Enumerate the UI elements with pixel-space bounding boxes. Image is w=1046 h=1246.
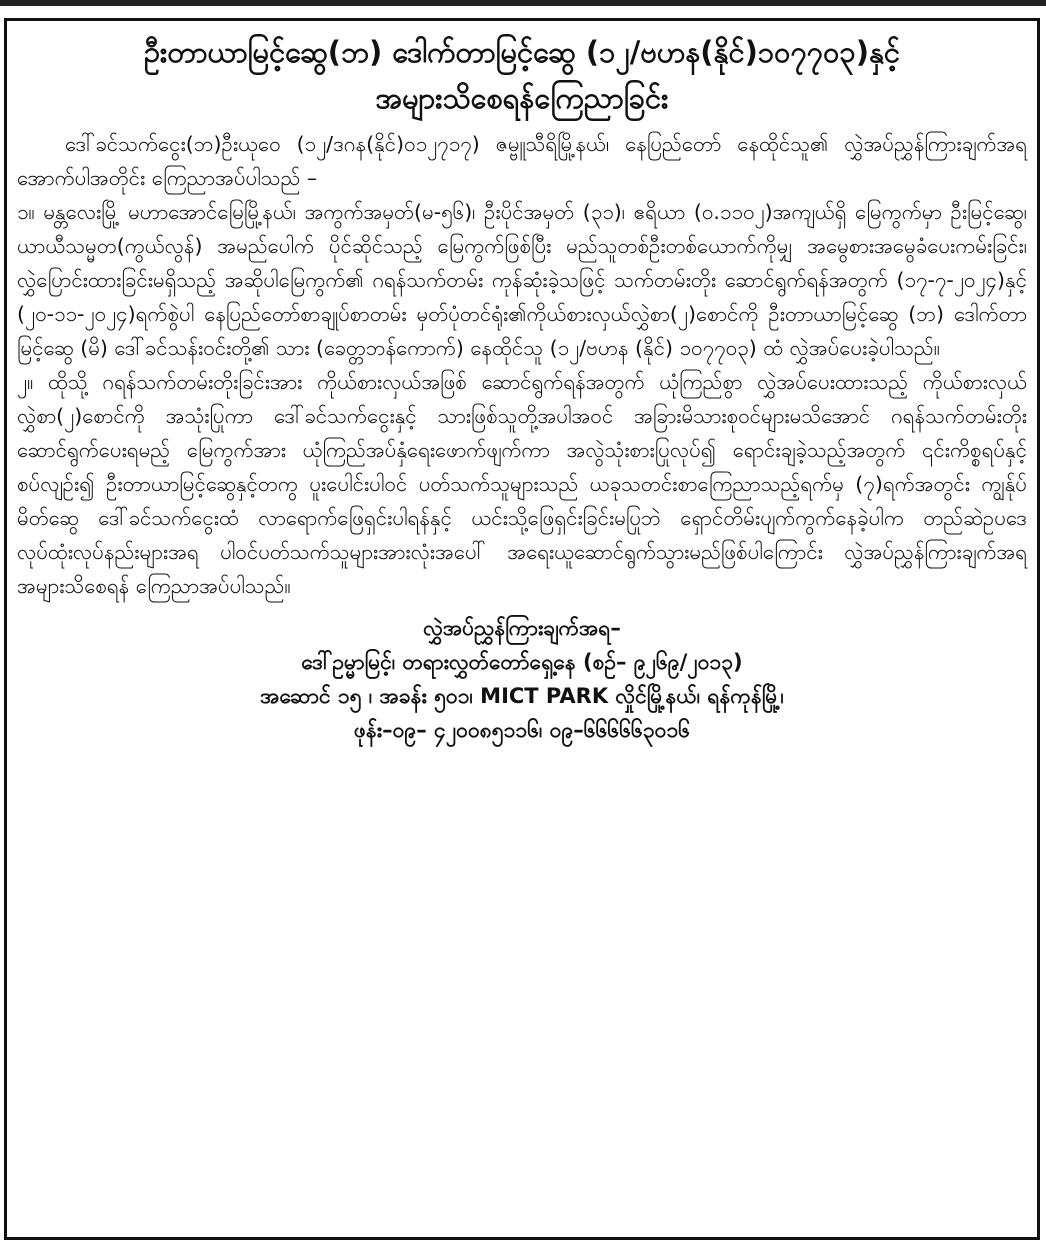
notice-intro: ဒေါ်ခင်သက်ငွေး(ဘ)ဦးယုဝေ (၁၂/ဒဂန(နိုင်)၀၁၂၇၁၇) ဇမ္ဗူသီရိမြို့နယ်၊ နေပြည်တော် နေထိုင်သူ၏ လွှဲအပ်ညွှန်ကြားချက်အရ အောက်ပါအတိုင်း ကြေညာအပ်ပါသည် – bbox=[17, 132, 1027, 190]
top-rule bbox=[0, 0, 1046, 6]
signature-block bbox=[17, 611, 1027, 747]
signature-name: ဒေါ်ဥမ္မာမြင့်၊ တရားလွှတ်တော်ရှေ့နေ (စဉ်– ၉၂၆၉/၂၀၁၃) bbox=[301, 650, 743, 674]
signature-heading: လွှဲအပ်ညွှန်ကြားချက်အရ– bbox=[423, 616, 621, 640]
notice-title-line-1: ဦးတာယာမြင့်ဆွေ(ဘ) ဒေါက်တာမြင့်ဆွေ (၁၂/ဗဟန(နိုင်)၁၀၇၇၀၃)နှင့် bbox=[143, 35, 901, 69]
notice-paragraph-2: ၂။ ထိုသို့ ဂရန်သက်တမ်းတိုးခြင်းအား ကိုယ်စားလှယ်အဖြစ် ဆောင်ရွက်ရန်အတွက် ယုံကြည်စွာ လွှဲအပ်ပေးထားသည့် ကိုယ်စားလှယ်လွှဲစာ(၂)စောင်ကို အသုံးပြုကာ ဒေါ်ခင်သက်ငွေးနှင့် သားဖြစ်သူတို့အပါအဝင် အခြားမိသားစုဝင်များမသိအောင် ဂရန်သက်တမ်းတိုး ဆောင်ရွက်ပေးရမည့် မြေကွက်အား ယုံကြည်အပ်နှံရေးဖောက်ဖျက်ကာ အလွဲသုံးစားပြုလုပ်၍ ရောင်းချခဲ့သည့်အတွက် ၎င်းကိစ္စရပ်နှင့်စပ်လျဉ်း၍ ဦးတာယာမြင့်ဆွေနှင့်တကွ ပူးပေါင်းပါဝင် ပတ်သက်သူများသည် ယခုသတင်းစာကြေညာသည့်ရက်မှ (၇)ရက်အတွင်း ကျွန်ုပ်မိတ်ဆွေ ဒေါ်ခင်သက်ငွေးထံ လာရောက်ဖြေရှင်းပါရန်နှင့် ယင်းသို့ဖြေရှင်းခြင်းမပြုဘဲ ရှောင်တိမ်းပျက်ကွက်နေခဲ့ပါက တည်ဆဲဥပဒေလုပ်ထုံးလုပ်နည်းများအရ ပါဝင်ပတ်သက်သူများအားလုံးအပေါ် အရေးယူဆောင်ရွက်သွားမည်ဖြစ်ပါကြောင်း လွှဲအပ်ညွှန်ကြားချက်အရ အများသိစေရန် ကြေညာအပ်ပါသည်။ bbox=[17, 370, 1027, 598]
signature-address: အဆောင် ၁၅ ၊ အခန်း ၅၀၁၊ MICT PARK လှိုင်မြို့နယ်၊ ရန်ကုန်မြို့၊ bbox=[260, 684, 784, 708]
notice-paragraph-1: ၁။ မန္တလေးမြို့ မဟာအောင်မြေမြို့နယ်၊ အကွက်အမှတ်(မ-၅၆)၊ ဦးပိုင်အမှတ် (၃၁)၊ ဧရိယာ (၀.၁၁၀၂)အကျယ်ရှိ မြေကွက်မှာ ဦးမြင့်ဆွေ၊ ယာယီသမ္မတ(ကွယ်လွန်) အမည်ပေါက် ပိုင်ဆိုင်သည့် မြေကွက်ဖြစ်ပြီး မည်သူတစ်ဦးတစ်ယောက်ကိုမျှ အမွေစားအမွေခံပေးကမ်းခြင်း၊ လွှဲပြောင်းထားခြင်းမရှိသည့် အဆိုပါမြေကွက်၏ ဂရန်သက်တမ်း ကုန်ဆုံးခဲ့သဖြင့် သက်တမ်းတိုး ဆောင်ရွက်ရန်အတွက် (၁၇-၇-၂၀၂၄)နှင့် (၂၀-၁၁-၂၀၂၄)ရက်စွဲပါ နေပြည်တော်စာချုပ်စာတမ်း မှတ်ပုံတင်ရုံး၏ကိုယ်စားလှယ်လွှဲစာ(၂)စောင်ကို ဦးတာယာမြင့်ဆွေ (ဘ) ဒေါက်တာမြင့်ဆွေ (မိ) ဒေါ်ခင်သန်းဝင်းတို့၏ သား (ခေတ္တဘန်ကောက်) နေထိုင်သူ (၁၂/ဗဟန (နိုင်) ၁၀၇၇၀၃) ထံ လွှဲအပ်ပေးခဲ့ပါသည်။ bbox=[17, 200, 1027, 360]
notice-title-line-2: အများသိစေရန်ကြေညာခြင်း bbox=[375, 81, 669, 115]
notice-frame bbox=[4, 18, 1040, 1240]
notice-body bbox=[17, 29, 1027, 1229]
signature-phone: ဖုန်း–၀၉– ၄၂၀၀၈၅၁၁၆၊ ၀၉–၆၆၆၆၆၃၀၁၆ bbox=[353, 718, 691, 742]
